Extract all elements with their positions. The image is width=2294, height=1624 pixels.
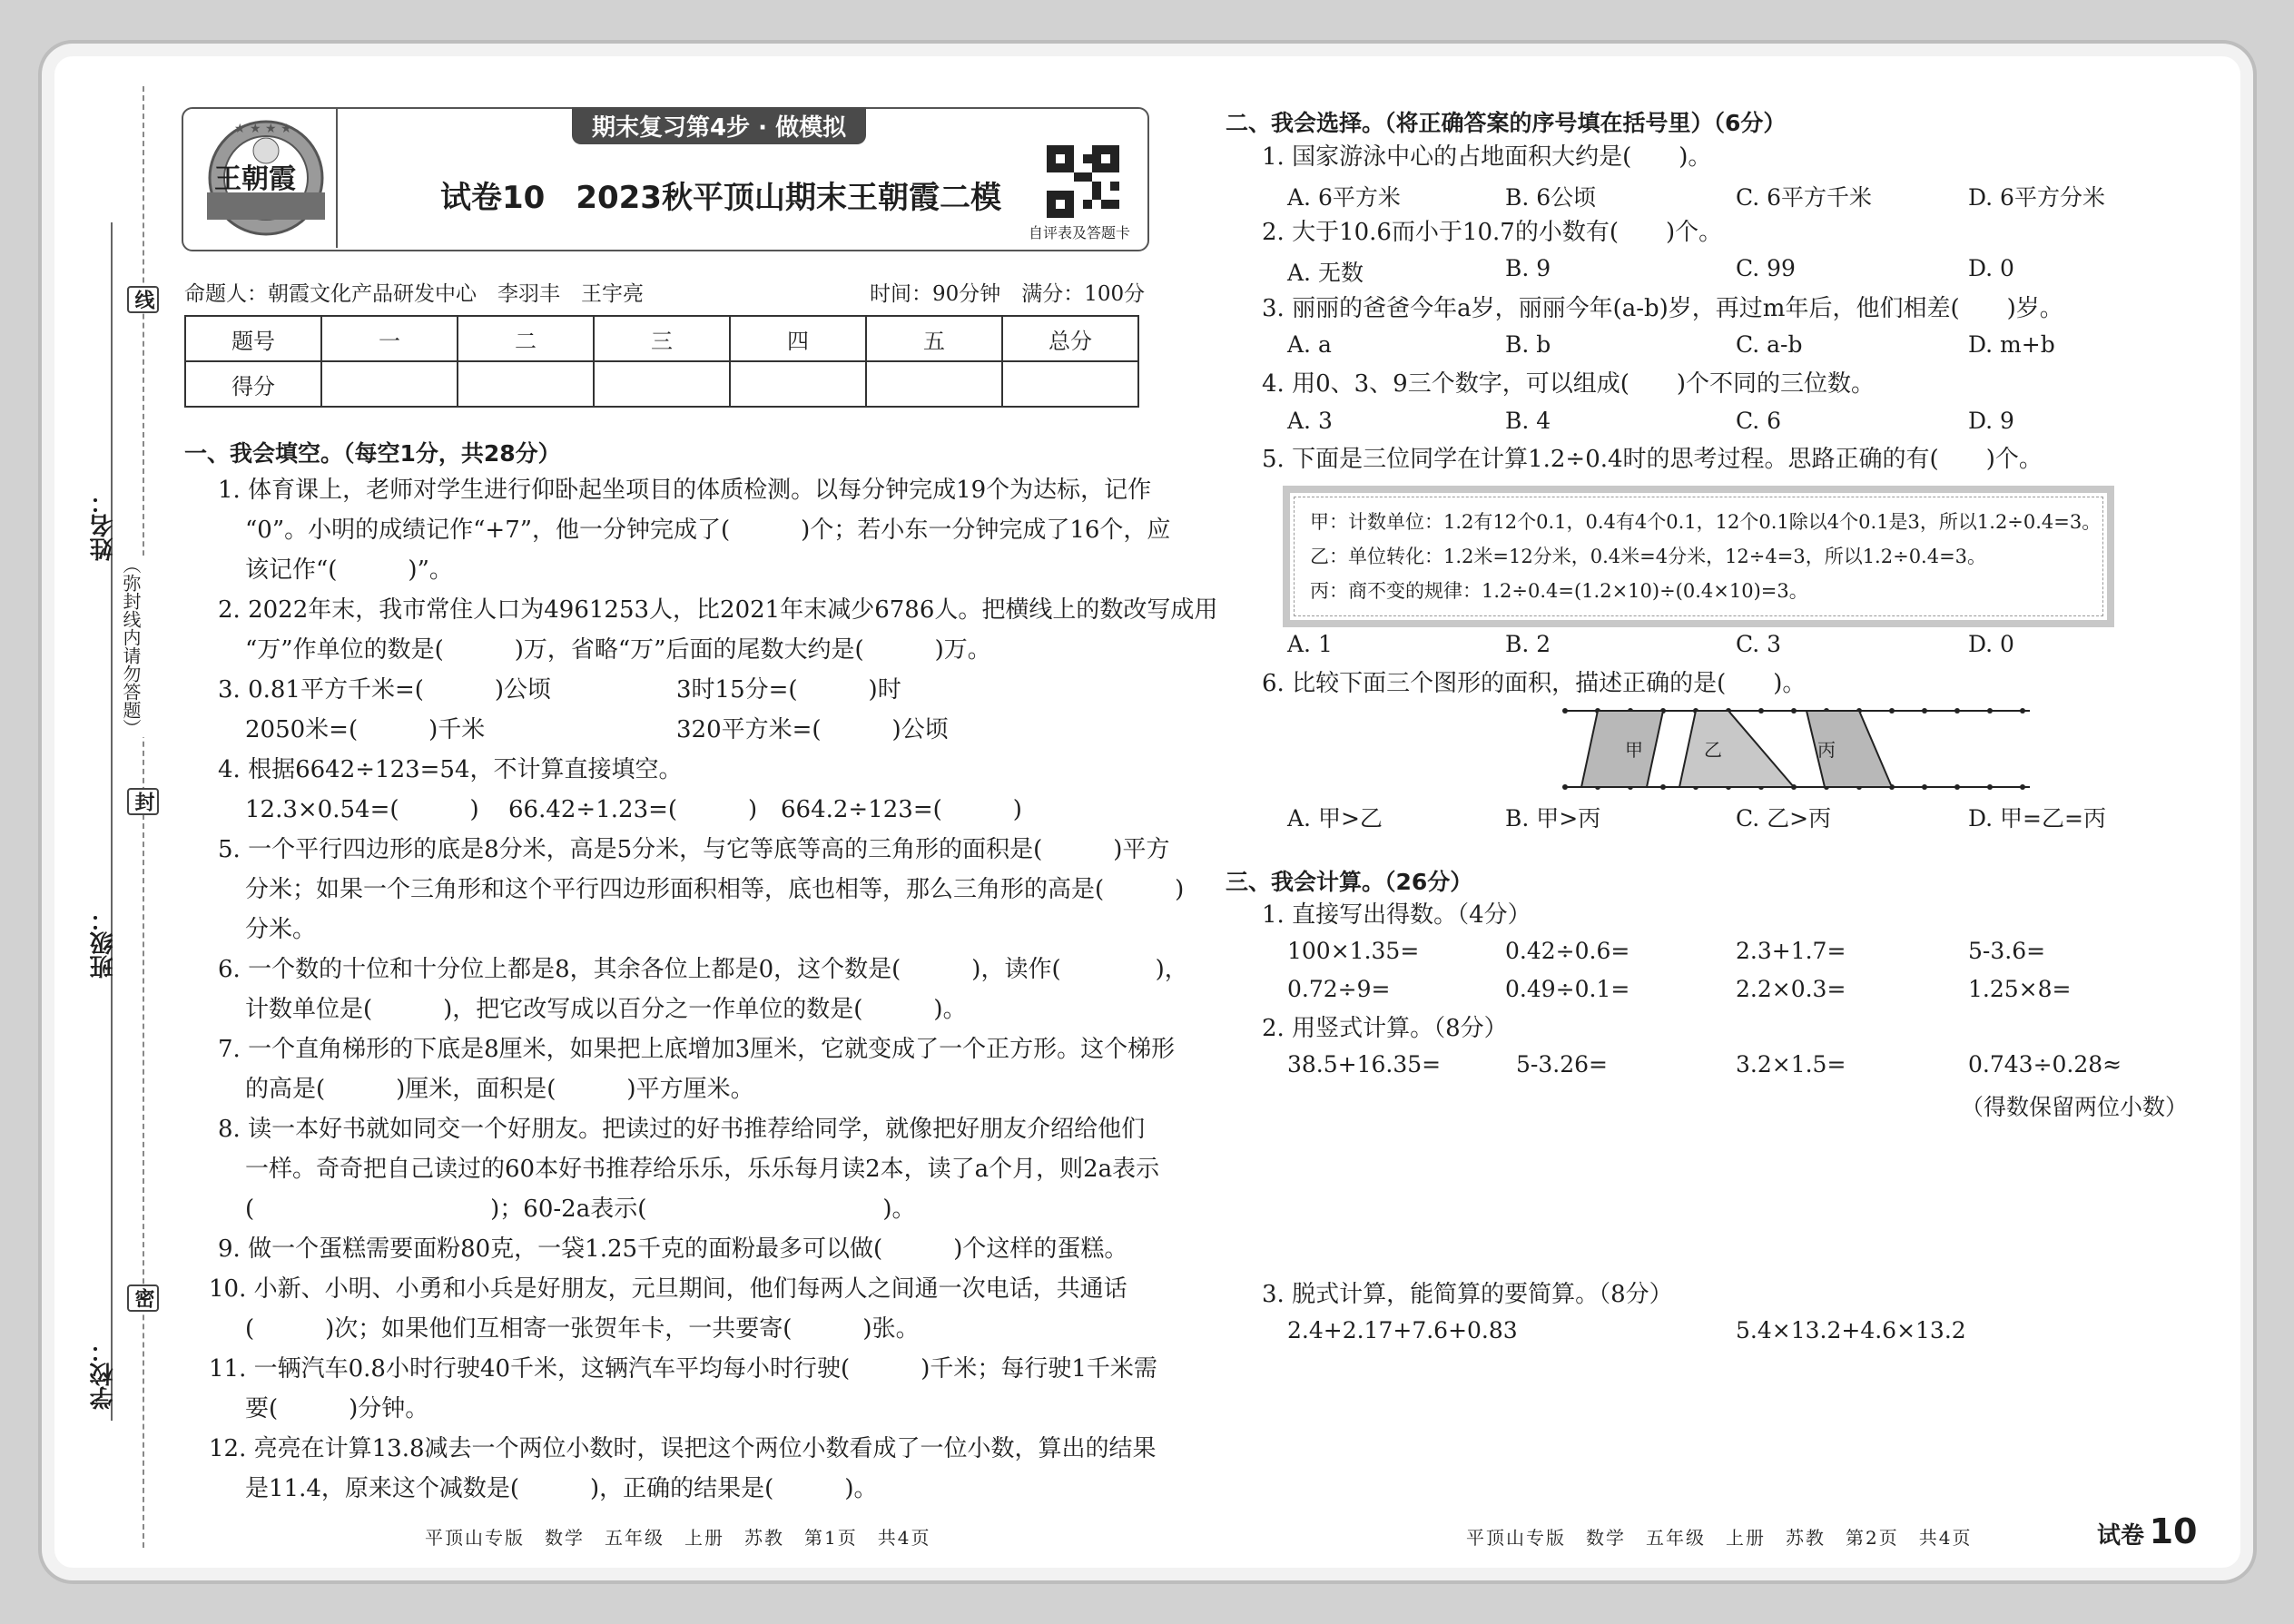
calc-item: 0.49÷0.1=: [1505, 976, 1630, 1002]
question-line: 10. 小新、小明、小勇和小兵是好朋友，元旦期间，他们每两人之间通一次电话，共通话: [209, 1275, 1127, 1303]
question-line: [218, 670, 949, 710]
score-table-score-row: [185, 361, 1138, 407]
calc-item: 5-3.6=: [1968, 938, 2046, 964]
question-line: 是11.4，原来这个减数是( )，正确的结果是( )。: [245, 1475, 878, 1502]
calc-item: 2.2×0.3=: [1736, 976, 1846, 1002]
choice-q5-opt-d[interactable]: D. 0: [1968, 631, 2014, 657]
section1-title: 一、我会填空。（每空1分，共28分）: [184, 440, 561, 467]
binding-xian-label: 线: [127, 286, 159, 313]
logo-text: 王朝霞: [214, 163, 296, 195]
binding-solid-line: [111, 222, 113, 1421]
binding-feng-label: 封: [127, 788, 159, 815]
q4-part: 664.2÷123=( ): [781, 796, 1022, 823]
question-line: 计数单位是( )，把它改写成以百分之一作单位的数是( )。: [245, 996, 967, 1023]
paper-label-text: 试卷: [2097, 1522, 2145, 1550]
question-line: 8. 读一本好书就如同交一个好朋友。把读过的好书推荐给同学，就像把好朋友介绍给他们: [218, 1116, 1146, 1143]
question-line: 6. 一个数的十位和十分位上都是8，其余各位上都是0，这个数是( )，读作( )，: [218, 956, 1188, 983]
choice-q6-opt-c[interactable]: C. 乙>丙: [1736, 805, 1832, 832]
calc-part3-title: 3. 脱式计算，能简算的要简算。（8分）: [1262, 1281, 1673, 1308]
choice-q1-opt-b[interactable]: B. 6公顷: [1505, 184, 1597, 211]
choice-q6: 6. 比较下面三个图形的面积，描述正确的是( )。: [1262, 670, 1807, 697]
score-input-cell[interactable]: [458, 361, 594, 407]
q3-part: 3时15分=( )时: [676, 676, 901, 704]
question-line: 9. 做一个蛋糕需要面粉80克，一袋1.25千克的面粉最多可以做( )个这样的蛋糕。: [218, 1235, 1128, 1263]
time-score-line: 时间：90分钟 满分：100分: [870, 282, 1146, 306]
question-11: [209, 1349, 1157, 1429]
choice-q2-opt-b[interactable]: B. 9: [1505, 255, 1551, 281]
question-line: ( )；60-2a表示( )。: [245, 1196, 916, 1223]
question-8: [218, 1109, 1159, 1229]
choice-q4-opt-c[interactable]: C. 6: [1736, 408, 1782, 434]
title-rule: [336, 107, 339, 248]
question-line: 4. 根据6642÷123=54，不计算直接填空。: [218, 756, 683, 783]
calc-part1-title: 1. 直接写出得数。（4分）: [1262, 901, 1531, 929]
question-4: [218, 750, 1022, 830]
score-input-cell[interactable]: [594, 361, 730, 407]
question-2: [218, 590, 1217, 670]
question-line: [218, 790, 1022, 830]
choice-q1-opt-a[interactable]: A. 6平方米: [1287, 184, 1401, 211]
q3-part: 320平方米=( )公顷: [676, 716, 949, 743]
score-cell: 一: [321, 316, 458, 361]
paper-label-number: 10: [2149, 1511, 2198, 1551]
choice-q3-opt-b[interactable]: B. b: [1505, 331, 1551, 358]
name-label: 姓名：: [90, 490, 117, 561]
question-line: ( )次；如果他们互相寄一张贺年卡，一共要寄( )张。: [245, 1315, 920, 1343]
score-cell: 题号: [185, 316, 321, 361]
svg-text:★ ★ ★ ★: ★ ★ ★ ★: [234, 122, 292, 136]
score-cell: 得分: [185, 361, 321, 407]
score-cell: 二: [458, 316, 594, 361]
q5-line-jia: 甲：计数单位：1.2有12个0.1，0.4有4个0.1，12个0.1除以4个0.1是3，所以1.2÷0.4=3。: [1310, 511, 2102, 533]
section2-title: 二、我会选择。（将正确答案的序号填在括号里）（6分）: [1226, 110, 1787, 136]
calc-part2-title: 2. 用竖式计算。（8分）: [1262, 1015, 1508, 1042]
score-cell: 五: [866, 316, 1002, 361]
vertical-calc-item: 38.5+16.35=: [1287, 1051, 1442, 1078]
score-table-header-row: [185, 316, 1138, 361]
page-title: 试卷10 2023秋平顶山期末王朝霞二模: [440, 180, 1001, 216]
question-9: [218, 1229, 1127, 1269]
score-cell: 三: [594, 316, 730, 361]
question-3: [218, 670, 949, 750]
question-line: [218, 710, 949, 750]
school-label: 学校：: [90, 1339, 117, 1410]
choice-q2-opt-c[interactable]: C. 99: [1736, 255, 1796, 281]
choice-q1: 1. 国家游泳中心的占地面积大约是( )。: [1262, 143, 1712, 171]
calc-item: 0.42÷0.6=: [1505, 938, 1630, 964]
q3-part: 3. 0.81平方千米=( )公顷: [218, 676, 552, 704]
choice-q6-opt-a[interactable]: A. 甲>乙: [1287, 805, 1383, 832]
score-input-cell[interactable]: [321, 361, 458, 407]
choice-q1-opt-d[interactable]: D. 6平方分米: [1968, 184, 2105, 211]
calc-item: 100×1.35=: [1287, 938, 1420, 964]
q5-thinking-box: [1283, 486, 2114, 627]
choice-q5-opt-c[interactable]: C. 3: [1736, 631, 1782, 657]
question-line: 的高是( )厘米，面积是( )平方厘米。: [245, 1076, 754, 1103]
banner: 期末复习第4步 · 做模拟: [572, 107, 866, 144]
footer-right: 平顶山专版 数学 五年级 上册 苏教 第2页 共4页: [1466, 1527, 1973, 1549]
simplify-item: 5.4×13.2+4.6×13.2: [1736, 1317, 1966, 1343]
choice-q2-opt-a[interactable]: A. 无数: [1287, 260, 1364, 286]
question-line: 要( )分钟。: [245, 1395, 429, 1422]
question-line: “0”。小明的成绩记作“+7”，他一分钟完成了( )个；若小东一分钟完成了16个，应: [245, 517, 1171, 544]
q4-part: 66.42÷1.23=( ): [508, 796, 758, 823]
question-5: [218, 830, 1184, 950]
choice-q2: 2. 大于10.6而小于10.7的小数有( )个。: [1262, 219, 1723, 246]
question-line: “万”作单位的数是( )万，省略“万”后面的尾数大约是( )万。: [245, 636, 991, 664]
qr-code: [1047, 145, 1119, 218]
calc-item: 0.72÷9=: [1287, 976, 1391, 1002]
q4-part: 12.3×0.54=( ): [245, 796, 479, 823]
choice-q3-opt-a[interactable]: A. a: [1287, 331, 1332, 358]
question-6: [218, 950, 1188, 1029]
score-cell: 总分: [1002, 316, 1138, 361]
question-1: [218, 470, 1170, 590]
question-line: 12. 亮亮在计算13.8减去一个两位小数时，误把这个两位小数看成了一位小数，算出的结果: [209, 1435, 1157, 1462]
question-line: 分米；如果一个三角形和这个平行四边形面积相等，底也相等，那么三角形的高是( ): [245, 876, 1185, 903]
choice-q3-opt-d[interactable]: D. m+b: [1968, 331, 2055, 358]
score-input-cell[interactable]: [730, 361, 866, 407]
q5-line-bing: 丙：商不变的规律：1.2÷0.4=(1.2×10)÷(0.4×10)=3。: [1310, 580, 1808, 602]
section3-title: 三、我会计算。（26分）: [1226, 869, 1473, 895]
footer-left: 平顶山专版 数学 五年级 上册 苏教 第1页 共4页: [425, 1527, 931, 1549]
choice-q4-opt-b[interactable]: B. 4: [1505, 408, 1551, 434]
choice-q6-opt-b[interactable]: B. 甲>丙: [1505, 805, 1601, 832]
question-line: 5. 一个平行四边形的底是8分米，高是5分米，与它等底等高的三角形的面积是( )平方: [218, 836, 1170, 863]
rounding-note: （得数保留两位小数）: [1961, 1094, 2189, 1120]
q6-label-bing: 丙: [1817, 739, 1836, 761]
q5-line-yi: 乙：单位转化：1.2米=12分米，0.4米=4分米，12÷4=3，所以1.2÷0.4=3。: [1310, 546, 1987, 567]
q6-label-jia: 甲: [1625, 739, 1643, 761]
question-10: [209, 1269, 1127, 1349]
choice-q5-opt-a[interactable]: A. 1: [1287, 631, 1333, 657]
question-7: [218, 1029, 1175, 1109]
authors-line: 命题人：朝霞文化产品研发中心 李羽丰 王宇亮: [184, 282, 644, 306]
question-line: 1. 体育课上，老师对学生进行仰卧起坐项目的体质检测。以每分钟完成19个为达标，记作: [218, 477, 1152, 504]
vertical-calc-item: 0.743÷0.28≈: [1968, 1051, 2122, 1078]
score-cell: 四: [730, 316, 866, 361]
choice-q2-opt-d[interactable]: D. 0: [1968, 255, 2014, 281]
binding-notice: （弥封线内请勿答题）: [118, 556, 144, 737]
choice-q4: 4. 用0、3、9三个数字，可以组成( )个不同的三位数。: [1262, 370, 1875, 398]
choice-q4-opt-a[interactable]: A. 3: [1287, 408, 1333, 434]
q3-part: 2050米=( )千米: [245, 716, 486, 743]
q6-label-yi: 乙: [1704, 739, 1722, 761]
score-input-cell[interactable]: [866, 361, 1002, 407]
simplify-item: 2.4+2.17+7.6+0.83: [1287, 1317, 1518, 1343]
vertical-calc-item: 3.2×1.5=: [1736, 1051, 1846, 1078]
score-input-cell[interactable]: [1002, 361, 1138, 407]
class-label: 班级：: [90, 908, 117, 979]
choice-q4-opt-d[interactable]: D. 9: [1968, 408, 2014, 434]
choice-q5: 5. 下面是三位同学在计算1.2÷0.4时的思考过程。思路正确的有( )个。: [1262, 446, 2043, 473]
choice-q3-opt-c[interactable]: C. a-b: [1736, 331, 1803, 358]
choice-q1-opt-c[interactable]: C. 6平方千米: [1736, 184, 1873, 211]
question-12: [209, 1429, 1157, 1509]
calc-item: 2.3+1.7=: [1736, 938, 1846, 964]
calc-item: 1.25×8=: [1968, 976, 2072, 1002]
choice-q5-opt-b[interactable]: B. 2: [1505, 631, 1551, 657]
question-line: 2. 2022年末，我市常住人口为4961253人，比2021年末减少6786人。把横线上的数改写成用: [218, 596, 1218, 624]
question-line: 11. 一辆汽车0.8小时行驶40千米，这辆汽车平均每小时行驶( )千米；每行驶1千米需: [209, 1355, 1157, 1383]
choice-q3: 3. 丽丽的爸爸今年a岁，丽丽今年(a-b)岁，再过m年后，他们相差( )岁。: [1262, 295, 2063, 322]
choice-q6-opt-d[interactable]: D. 甲=乙=丙: [1968, 805, 2106, 832]
paper-label: [2097, 1511, 2197, 1551]
vertical-calc-item: 5-3.26=: [1516, 1051, 1608, 1078]
question-line: 7. 一个直角梯形的下底是8厘米，如果把上底增加3厘米，它就变成了一个正方形。这个梯形: [218, 1036, 1176, 1063]
question-line: 一样。奇奇把自己读过的60本好书推荐给乐乐，乐乐每月读2本，读了a个月，则2a表示: [245, 1156, 1160, 1183]
question-line: 该记作“( )”。: [245, 556, 453, 584]
binding-mi-label: 密: [127, 1284, 159, 1312]
qr-caption: 自评表及答题卡: [1029, 224, 1131, 241]
score-table: [184, 315, 1139, 408]
question-line: 分米。: [245, 916, 317, 943]
